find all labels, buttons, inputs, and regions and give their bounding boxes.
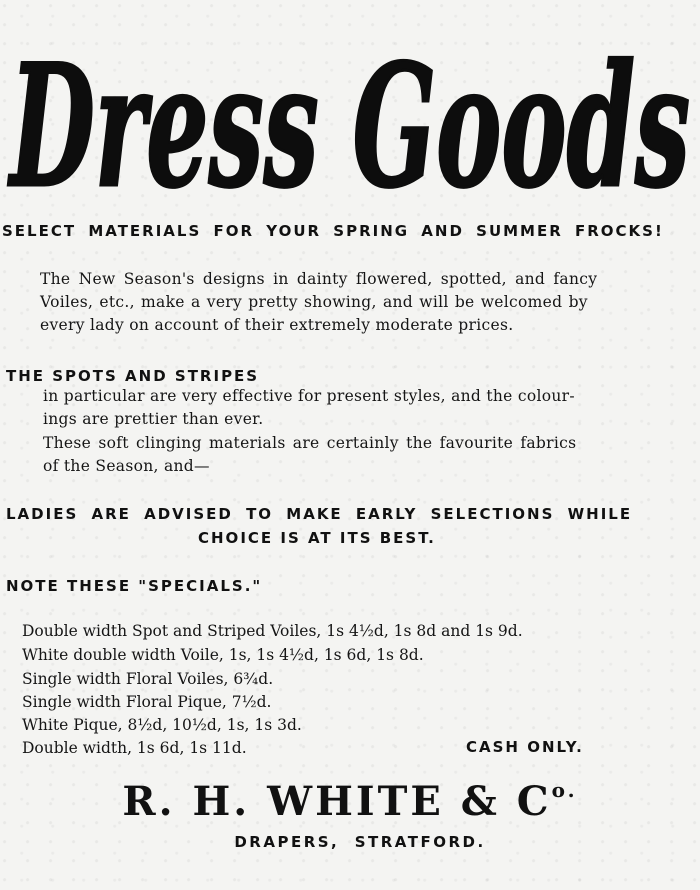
special-item-6: Double width, 1s 6d, 1s 11d.: [22, 739, 247, 757]
headline: [0, 0, 700, 215]
advice-line-1: LADIES ARE ADVISED TO MAKE EARLY SELECTIONS WHILE: [6, 505, 633, 523]
spots-line-3: These soft clinging materials are certainly the favourite fabrics: [43, 434, 577, 452]
spots-line-1: in particular are very effective for present styles, and the colour-: [43, 387, 575, 405]
special-item-1: Double width Spot and Striped Voiles, 1s 4½d, 1s 8d and 1s 9d.: [22, 622, 523, 640]
special-item-3: Single width Floral Voiles, 6¾d.: [22, 670, 274, 688]
cash-only-notice: CASH ONLY.: [466, 738, 584, 756]
advice-line-2: CHOICE IS AT ITS BEST.: [198, 529, 436, 547]
headline-text: Dress Goods: [7, 27, 690, 215]
headline-lettering: [0, 0, 700, 215]
intro-line-1: The New Season's designs in dainty flowered, spotted, and fancy: [40, 270, 598, 288]
spots-line-4: of the Season, and—: [43, 457, 210, 475]
intro-line-3: every lady on account of their extremely moderate prices.: [40, 316, 514, 334]
firm-name-suffix: o.: [551, 778, 578, 802]
subheading: SELECT MATERIALS FOR YOUR SPRING AND SUMMER FROCKS!: [2, 222, 664, 240]
firm-name: [0, 778, 700, 825]
spots-line-2: ings are prettier than ever.: [43, 410, 264, 428]
special-item-4: Single width Floral Pique, 7½d.: [22, 693, 272, 711]
specials-heading: NOTE THESE "SPECIALS.": [6, 577, 263, 595]
firm-address: DRAPERS, STRATFORD.: [234, 833, 486, 851]
firm-name-text: R. H. WHITE & C: [122, 778, 552, 825]
intro-line-2: Voiles, etc., make a very pretty showing, and will be welcomed by: [40, 293, 588, 311]
special-item-2: White double width Voile, 1s, 1s 4½d, 1s 6d, 1s 8d.: [22, 646, 424, 664]
spots-heading: THE SPOTS AND STRIPES: [6, 367, 260, 385]
special-item-5: White Pique, 8½d, 10½d, 1s, 1s 3d.: [22, 716, 302, 734]
